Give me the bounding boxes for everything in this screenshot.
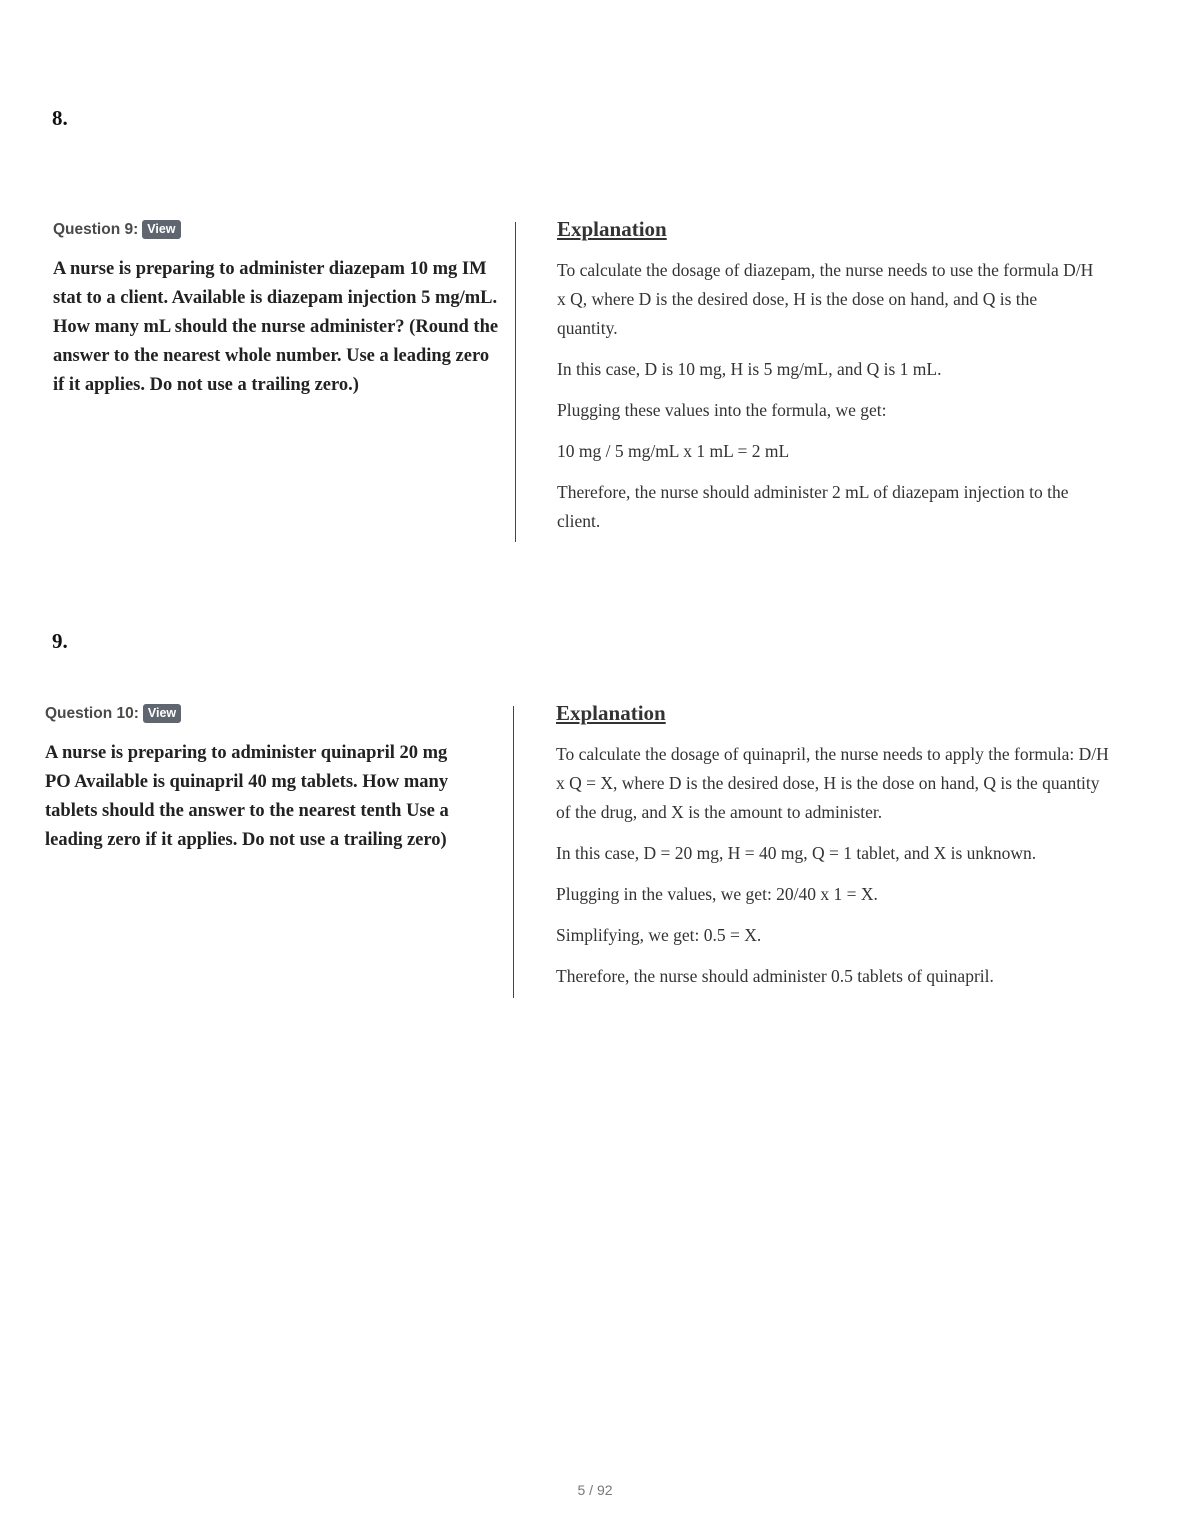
view-button[interactable]: View [142, 220, 180, 239]
explanation-paragraph: In this case, D is 10 mg, H is 5 mg/mL, and Q is 1 mL. [557, 359, 942, 379]
explanation-paragraph: Therefore, the nurse should administer 2 mL of diazepam injection to the client. [557, 482, 1069, 531]
column-divider [515, 222, 516, 542]
question-panel [53, 220, 503, 400]
question-label: Question 9: [53, 220, 139, 238]
section-number: 9. [52, 629, 68, 653]
explanation-panel [556, 701, 1116, 1003]
view-button[interactable]: View [143, 704, 181, 723]
column-divider [513, 706, 514, 998]
explanation-paragraph: Plugging these values into the formula, we get: [557, 400, 887, 420]
explanation-title: Explanation [556, 701, 666, 725]
page-indicator: 5 / 92 [577, 1482, 613, 1498]
question-text: A nurse is preparing to administer diazepam 10 mg IM stat to a client. Available is diazepam injection 5 mg/mL. How many mL should the nurse administer? (Round the answer to the nearest whole number. Use a leading zero if it applies. Do not use a trailing zero.) [53, 259, 499, 395]
question-header [45, 704, 475, 723]
question-header [53, 220, 503, 239]
explanation-paragraph: In this case, D = 20 mg, H = 40 mg, Q = 1 tablet, and X is unknown. [556, 843, 1037, 863]
section-number: 8. [52, 106, 68, 130]
explanation-title: Explanation [557, 217, 667, 241]
explanation-paragraph: 10 mg / 5 mg/mL x 1 mL = 2 mL [557, 441, 790, 461]
question-panel [45, 704, 475, 855]
explanation-paragraph: Plugging in the values, we get: 20/40 x 1 = X. [556, 884, 878, 904]
question-label: Question 10: [45, 704, 139, 722]
explanation-paragraph: To calculate the dosage of quinapril, the nurse needs to apply the formula: D/H x Q = X, where D is the desired dose, H is the dose on hand, Q is the quantity of the drug, and X is the amount to administer. [556, 744, 1109, 822]
explanation-paragraph: Therefore, the nurse should administer 0.5 tablets of quinapril. [556, 966, 994, 986]
explanation-panel [557, 217, 1102, 548]
explanation-paragraph: Simplifying, we get: 0.5 = X. [556, 925, 762, 945]
question-text: A nurse is preparing to administer quinapril 20 mg PO Available is quinapril 40 mg tablets. How many tablets should the answer to the nearest tenth Use a leading zero if it applies. Do not use a trailing zero) [45, 743, 449, 850]
explanation-paragraph: To calculate the dosage of diazepam, the nurse needs to use the formula D/H x Q, where D is the desired dose, H is the dose on hand, and Q is the quantity. [557, 260, 1094, 338]
